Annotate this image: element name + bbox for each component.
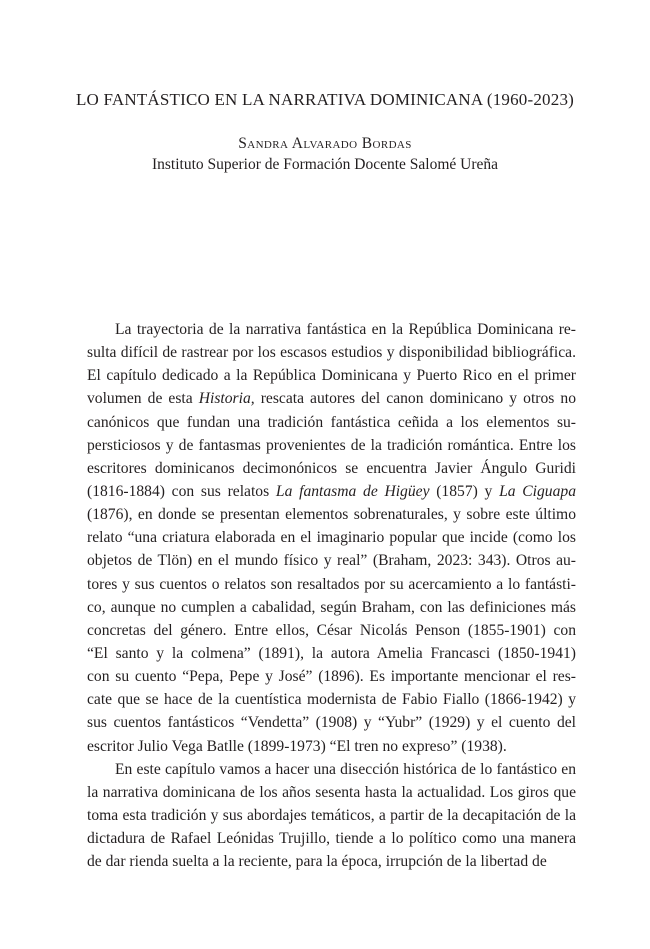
- text-segment: persticiosos y de fantasmas provenientes de la tradición romántica. Entre los: [87, 436, 576, 454]
- text-segment: En este capítulo vamos a hacer una disección histórica de lo fantástico en: [115, 760, 576, 778]
- text-segment: con su cuento “Pepa, Pepe y José” (1896). Es importante mencionar el res-: [87, 668, 576, 686]
- text-line: [87, 573, 576, 596]
- italic-title: Historia,: [198, 390, 255, 408]
- text-line: [87, 434, 576, 457]
- text-line: [87, 364, 576, 387]
- text-line: [87, 503, 576, 526]
- text-line: [87, 526, 576, 549]
- text-line: [87, 457, 576, 480]
- text-line: [87, 619, 576, 642]
- text-segment: canónicos que fundan una tradición fantástica ceñida a los elementos su-: [87, 413, 576, 431]
- text-segment: (1876), en donde se presentan elementos sobrenaturales, y sobre este último: [87, 506, 576, 524]
- text-segment: de dar rienda suelta a la reciente, para la época, irrupción de la libertad de: [87, 853, 547, 871]
- text-line: [87, 318, 576, 341]
- text-line: [87, 781, 576, 804]
- text-segment: sus cuentos fantásticos “Vendetta” (1908) y “Yubr” (1929) y el cuento del: [87, 714, 576, 732]
- text-segment: la narrativa dominicana de los años sesenta hasta la actualidad. Los giros que: [87, 783, 576, 801]
- text-line: [87, 549, 576, 572]
- author-name: Sandra Alvarado Bordas: [238, 135, 412, 152]
- text-line: [87, 758, 576, 781]
- text-segment: objetos de Tlön) en el mundo físico y real” (Braham, 2023: 343). Otros au-: [87, 552, 576, 570]
- text-segment: tores y sus cuentos o relatos son resaltados por su acercamiento a lo fantásti-: [87, 575, 576, 593]
- paragraph: [87, 318, 576, 758]
- text-segment: dictadura de Rafael Leónidas Trujillo, tiende a lo político como una manera: [87, 830, 576, 848]
- text-line: [87, 665, 576, 688]
- text-segment: concretas del género. Entre ellos, César Nicolás Penson (1855-1901) con: [87, 621, 576, 639]
- text-line: [87, 596, 576, 619]
- text-line: [87, 642, 576, 665]
- text-segment: rescata autores del canon dominicano y otros no: [254, 390, 576, 408]
- text-line: [87, 804, 576, 827]
- text-segment: sulta difícil de rastrear por los escasos estudios y disponibilidad bibliográfica.: [87, 344, 576, 362]
- text-line: [87, 387, 576, 410]
- chapter-title: LO FANTÁSTICO EN LA NARRATIVA DOMINICANA (1960-2023): [75, 90, 575, 109]
- text-segment: La trayectoria de la narrativa fantástica en la República Dominicana re-: [115, 321, 576, 338]
- text-segment: volumen de esta: [87, 390, 199, 408]
- italic-title: La fantasma de Higüey: [275, 482, 430, 500]
- text-segment: escritor Julio Vega Batlle (1899-1973) “El tren no expreso” (1938).: [87, 737, 507, 755]
- text-segment: “El santo y la colmena” (1891), la autora Amelia Francasci (1850-1941): [87, 644, 576, 662]
- text-segment: (1857) y: [429, 482, 500, 500]
- author-affiliation: Instituto Superior de Formación Docente Salomé Ureña: [151, 156, 499, 173]
- text-line: [87, 341, 576, 364]
- text-line: [87, 480, 576, 503]
- text-line: [87, 850, 576, 873]
- text-line: [87, 827, 576, 850]
- body-text: [87, 318, 576, 873]
- text-line: [87, 735, 576, 758]
- text-segment: escritores dominicanos decimonónicos se encuentra Javier Ángulo Guridi: [87, 459, 576, 477]
- paragraph: [87, 758, 576, 874]
- text-line: [87, 411, 576, 434]
- text-segment: relato “una criatura elaborada en el imaginario popular que incide (como los: [87, 529, 576, 547]
- text-line: [87, 688, 576, 711]
- italic-title: La Ciguapa: [499, 482, 576, 500]
- text-segment: co, aunque no cumplen a cabalidad, según Braham, con las definiciones más: [87, 598, 576, 616]
- text-line: [87, 711, 576, 734]
- text-segment: (1816-1884) con sus relatos: [87, 482, 276, 500]
- text-segment: cate que se hace de la cuentística modernista de Fabio Fiallo (1866-1942) y: [87, 691, 576, 709]
- text-segment: El capítulo dedicado a la República Dominicana y Puerto Rico en el primer: [87, 367, 576, 385]
- text-segment: toma esta tradición y sus abordajes temáticos, a partir de la decapitación de la: [87, 806, 576, 824]
